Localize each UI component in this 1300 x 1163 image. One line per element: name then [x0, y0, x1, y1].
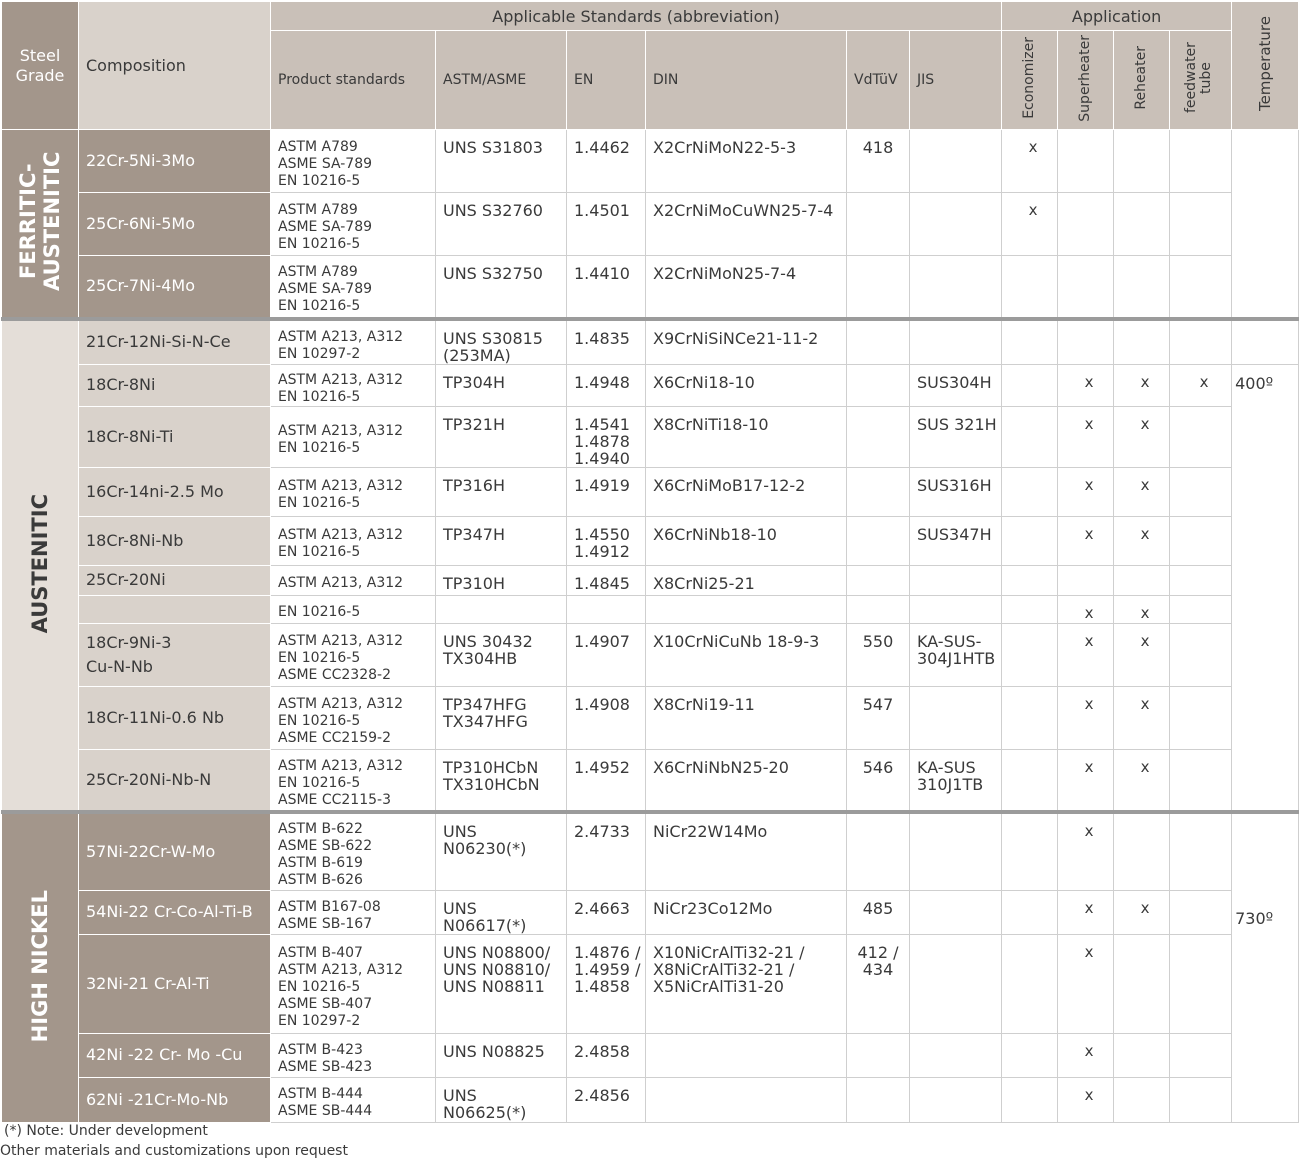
table-row [2, 1033, 1299, 1077]
composition-cell: 18Cr-8Ni [79, 364, 271, 406]
din-cell: X2CrNiMoCuWN25-7-4 [646, 193, 847, 256]
economizer-mark-cell [1002, 623, 1058, 686]
composition-cell: 22Cr-5Ni-3Mo [79, 130, 271, 193]
header-feedwater-tube: feedwater tube [1170, 31, 1232, 130]
table-row [2, 595, 1299, 623]
header-application: Application [1002, 2, 1232, 31]
superheater-mark-cell: x [1058, 364, 1114, 406]
table-row [2, 467, 1299, 516]
superheater-mark-cell: x [1058, 595, 1114, 623]
en-cell: 1.4410 [567, 256, 646, 319]
din-cell: X6CrNi18-10 [646, 364, 847, 406]
astm-asme-cell: TP321H [436, 406, 567, 467]
grade-ferritic-austenitic: FERRITIC- AUSTENITIC [2, 130, 79, 319]
product-standards-cell: ASTM A213, A312 EN 10216-5 ASME CC2115-3 [271, 749, 436, 812]
vdtuv-cell [847, 406, 910, 467]
superheater-mark-cell [1058, 565, 1114, 595]
jis-cell [910, 1077, 1002, 1122]
astm-asme-cell: TP316H [436, 467, 567, 516]
product-standards-cell: ASTM B167-08 ASME SB-167 [271, 890, 436, 934]
vdtuv-cell: 550 [847, 623, 910, 686]
astm-asme-cell: UNS N08800/ UNS N08810/ UNS N08811 [436, 934, 567, 1033]
en-cell: 1.4541 1.4878 1.4940 [567, 406, 646, 467]
vdtuv-cell: 485 [847, 890, 910, 934]
din-cell: NiCr23Co12Mo [646, 890, 847, 934]
superheater-mark-cell: x [1058, 749, 1114, 812]
reheater-mark-cell [1114, 565, 1170, 595]
vdtuv-cell [847, 467, 910, 516]
table-row [2, 749, 1299, 812]
vdtuv-cell [847, 256, 910, 319]
table-row [2, 812, 1299, 890]
astm-asme-cell: UNS N06617(*) [436, 890, 567, 934]
reheater-mark-cell: x [1114, 595, 1170, 623]
header-reheater: Reheater [1114, 31, 1170, 130]
product-standards-cell: ASTM A213, A312 EN 10216-5 [271, 406, 436, 467]
jis-cell [910, 812, 1002, 890]
vdtuv-cell [847, 1033, 910, 1077]
table-row [2, 256, 1299, 319]
jis-cell: KA-SUS- 304J1HTB [910, 623, 1002, 686]
economizer-mark-cell [1002, 467, 1058, 516]
reheater-mark-cell: x [1114, 686, 1170, 749]
product-standards-cell: ASTM A213, A312 EN 10216-5 ASME CC2159-2 [271, 686, 436, 749]
en-cell: 1.4550 1.4912 [567, 516, 646, 565]
composition-cell: 16Cr-14ni-2.5 Mo [79, 467, 271, 516]
grade-high-nickel: HIGH NICKEL [2, 812, 79, 1122]
superheater-mark-cell: x [1058, 1077, 1114, 1122]
astm-asme-cell: UNS N08825 [436, 1033, 567, 1077]
composition-cell: 25Cr-7Ni-4Mo [79, 256, 271, 319]
en-cell: 1.4948 [567, 364, 646, 406]
feedwater-mark-cell [1170, 934, 1232, 1033]
jis-cell [910, 1033, 1002, 1077]
en-cell: 1.4908 [567, 686, 646, 749]
en-cell: 1.4907 [567, 623, 646, 686]
composition-cell: 21Cr-12Ni-Si-N-Ce [79, 319, 271, 365]
reheater-mark-cell [1114, 1033, 1170, 1077]
vdtuv-cell [847, 565, 910, 595]
composition-cell: 42Ni -22 Cr- Mo -Cu [79, 1033, 271, 1077]
jis-cell [910, 193, 1002, 256]
economizer-mark-cell [1002, 890, 1058, 934]
astm-asme-cell: TP347HFG TX347HFG [436, 686, 567, 749]
jis-cell [910, 934, 1002, 1033]
header-product-standards: Product standards [271, 31, 436, 130]
vdtuv-cell [847, 364, 910, 406]
superheater-mark-cell: x [1058, 1033, 1114, 1077]
vdtuv-cell [847, 319, 910, 365]
feedwater-mark-cell [1170, 130, 1232, 193]
temperature-cell [1232, 130, 1299, 319]
temperature-high-nickel: 730º [1232, 812, 1299, 1122]
economizer-mark-cell [1002, 516, 1058, 565]
en-cell: 1.4876 / 1.4959 / 1.4858 [567, 934, 646, 1033]
reheater-mark-cell [1114, 193, 1170, 256]
en-cell: 2.4858 [567, 1033, 646, 1077]
astm-asme-cell: TP304H [436, 364, 567, 406]
reheater-mark-cell [1114, 130, 1170, 193]
jis-cell [910, 890, 1002, 934]
composition-cell: 25Cr-20Ni [79, 565, 271, 595]
jis-cell: SUS 321H [910, 406, 1002, 467]
jis-cell: SUS347H [910, 516, 1002, 565]
feedwater-mark-cell: x [1170, 364, 1232, 406]
astm-asme-cell: UNS N06230(*) [436, 812, 567, 890]
product-standards-cell: ASTM A213, A312 [271, 565, 436, 595]
feedwater-mark-cell [1170, 595, 1232, 623]
feedwater-mark-cell [1170, 890, 1232, 934]
superheater-mark-cell: x [1058, 467, 1114, 516]
reheater-mark-cell: x [1114, 623, 1170, 686]
product-standards-cell: ASTM B-444 ASME SB-444 [271, 1077, 436, 1122]
table-row [2, 1077, 1299, 1122]
en-cell: 1.4501 [567, 193, 646, 256]
superheater-mark-cell: x [1058, 516, 1114, 565]
economizer-mark-cell: x [1002, 193, 1058, 256]
economizer-mark-cell [1002, 1033, 1058, 1077]
composition-cell: 18Cr-8Ni-Nb [79, 516, 271, 565]
table-row [2, 319, 1299, 365]
jis-cell: SUS316H [910, 467, 1002, 516]
footer-note: (*) Note: Under development [4, 1123, 208, 1139]
vdtuv-cell: 547 [847, 686, 910, 749]
vdtuv-cell [847, 812, 910, 890]
superheater-mark-cell [1058, 193, 1114, 256]
vdtuv-cell: 546 [847, 749, 910, 812]
en-cell: 2.4733 [567, 812, 646, 890]
composition-cell: 18Cr-11Ni-0.6 Nb [79, 686, 271, 749]
economizer-mark-cell [1002, 364, 1058, 406]
composition-cell: 25Cr-20Ni-Nb-N [79, 749, 271, 812]
reheater-mark-cell [1114, 319, 1170, 365]
astm-asme-cell: UNS S31803 [436, 130, 567, 193]
astm-asme-cell: UNS 30432 TX304HB [436, 623, 567, 686]
economizer-mark-cell [1002, 319, 1058, 365]
table-row [2, 406, 1299, 467]
superheater-mark-cell: x [1058, 812, 1114, 890]
product-standards-cell: ASTM B-407 ASTM A213, A312 EN 10216-5 ASME SB-407 EN 10297-2 [271, 934, 436, 1033]
reheater-mark-cell: x [1114, 749, 1170, 812]
table-row [2, 193, 1299, 256]
vdtuv-cell [847, 516, 910, 565]
jis-cell [910, 595, 1002, 623]
vdtuv-cell [847, 1077, 910, 1122]
economizer-mark-cell [1002, 595, 1058, 623]
feedwater-mark-cell [1170, 1077, 1232, 1122]
din-cell: X9CrNiSiNCe21-11-2 [646, 319, 847, 365]
product-standards-cell: ASTM A789 ASME SA-789 EN 10216-5 [271, 193, 436, 256]
jis-cell [910, 130, 1002, 193]
jis-cell [910, 686, 1002, 749]
reheater-mark-cell: x [1114, 364, 1170, 406]
en-cell: 1.4845 [567, 565, 646, 595]
feedwater-mark-cell [1170, 812, 1232, 890]
vdtuv-cell [847, 193, 910, 256]
economizer-mark-cell [1002, 812, 1058, 890]
product-standards-cell: ASTM A213, A312 EN 10216-5 ASME CC2328-2 [271, 623, 436, 686]
composition-cell: 32Ni-21 Cr-Al-Ti [79, 934, 271, 1033]
temperature-cell [1232, 319, 1299, 365]
temperature-austenitic: 400º [1232, 364, 1299, 812]
feedwater-mark-cell [1170, 565, 1232, 595]
superheater-mark-cell [1058, 130, 1114, 193]
table-row [2, 623, 1299, 686]
din-cell: X10NiCrAlTi32-21 / X8NiCrAlTi32-21 / X5NiCrAlTi31-20 [646, 934, 847, 1033]
feedwater-mark-cell [1170, 516, 1232, 565]
superheater-mark-cell [1058, 319, 1114, 365]
astm-asme-cell: UNS N06625(*) [436, 1077, 567, 1122]
superheater-mark-cell: x [1058, 406, 1114, 467]
en-cell: 1.4919 [567, 467, 646, 516]
superheater-mark-cell: x [1058, 623, 1114, 686]
composition-cell: 18Cr-8Ni-Ti [79, 406, 271, 467]
header-vdtuv: VdTüV [847, 31, 910, 130]
table-row [2, 130, 1299, 193]
header-astm-asme: ASTM/ASME [436, 31, 567, 130]
jis-cell [910, 319, 1002, 365]
jis-cell: SUS304H [910, 364, 1002, 406]
astm-asme-cell: UNS S30815 (253MA) [436, 319, 567, 365]
reheater-mark-cell [1114, 812, 1170, 890]
astm-asme-cell: UNS S32760 [436, 193, 567, 256]
economizer-mark-cell [1002, 749, 1058, 812]
vdtuv-cell: 418 [847, 130, 910, 193]
economizer-mark-cell [1002, 1077, 1058, 1122]
composition-cell: 54Ni-22 Cr-Co-Al-Ti-B [79, 890, 271, 934]
din-cell: X6CrNiNbN25-20 [646, 749, 847, 812]
economizer-mark-cell [1002, 406, 1058, 467]
table-row [2, 516, 1299, 565]
table-row [2, 686, 1299, 749]
superheater-mark-cell: x [1058, 934, 1114, 1033]
economizer-mark-cell: x [1002, 130, 1058, 193]
superheater-mark-cell [1058, 256, 1114, 319]
astm-asme-cell: TP310HCbN TX310HCbN [436, 749, 567, 812]
header-applicable-standards: Applicable Standards (abbreviation) [271, 2, 1002, 31]
table-row [2, 890, 1299, 934]
en-cell: 2.4663 [567, 890, 646, 934]
reheater-mark-cell [1114, 1077, 1170, 1122]
product-standards-cell: EN 10216-5 [271, 595, 436, 623]
en-cell: 1.4462 [567, 130, 646, 193]
header-en: EN [567, 31, 646, 130]
reheater-mark-cell: x [1114, 516, 1170, 565]
header-steel-grade: Steel Grade [2, 2, 79, 130]
superheater-mark-cell: x [1058, 890, 1114, 934]
economizer-mark-cell [1002, 256, 1058, 319]
feedwater-mark-cell [1170, 467, 1232, 516]
reheater-mark-cell [1114, 934, 1170, 1033]
jis-cell [910, 565, 1002, 595]
footer-other: Other materials and customizations upon request [0, 1143, 348, 1159]
feedwater-mark-cell [1170, 193, 1232, 256]
din-cell [646, 1077, 847, 1122]
en-cell: 2.4856 [567, 1077, 646, 1122]
composition-cell: 25Cr-6Ni-5Mo [79, 193, 271, 256]
astm-asme-cell: UNS S32750 [436, 256, 567, 319]
economizer-mark-cell [1002, 934, 1058, 1033]
product-standards-cell: ASTM A213, A312 EN 10216-5 [271, 364, 436, 406]
en-cell: 1.4835 [567, 319, 646, 365]
composition-cell: 62Ni -21Cr-Mo-Nb [79, 1077, 271, 1122]
din-cell: X10CrNiCuNb 18-9-3 [646, 623, 847, 686]
header-composition: Composition [79, 2, 271, 130]
product-standards-cell: ASTM A213, A312 EN 10297-2 [271, 319, 436, 365]
product-standards-cell: ASTM A213, A312 EN 10216-5 [271, 516, 436, 565]
astm-asme-cell: TP310H [436, 565, 567, 595]
superheater-mark-cell: x [1058, 686, 1114, 749]
product-standards-cell: ASTM A789 ASME SA-789 EN 10216-5 [271, 130, 436, 193]
reheater-mark-cell: x [1114, 890, 1170, 934]
composition-cell: 18Cr-9Ni-3 Cu-N-Nb [79, 623, 271, 686]
table-body [2, 130, 1299, 1123]
din-cell: X8CrNiTi18-10 [646, 406, 847, 467]
header-temperature: Temperature [1232, 2, 1299, 130]
product-standards-cell: ASTM B-622 ASME SB-622 ASTM B-619 ASTM B-626 [271, 812, 436, 890]
economizer-mark-cell [1002, 565, 1058, 595]
vdtuv-cell: 412 / 434 [847, 934, 910, 1033]
reheater-mark-cell: x [1114, 406, 1170, 467]
table-row [2, 565, 1299, 595]
reheater-mark-cell [1114, 256, 1170, 319]
jis-cell [910, 256, 1002, 319]
din-cell [646, 1033, 847, 1077]
din-cell: NiCr22W14Mo [646, 812, 847, 890]
en-cell [567, 595, 646, 623]
feedwater-mark-cell [1170, 749, 1232, 812]
feedwater-mark-cell [1170, 1033, 1232, 1077]
steel-grades-table [1, 1, 1299, 1123]
composition-cell [79, 595, 271, 623]
din-cell: X2CrNiMoN25-7-4 [646, 256, 847, 319]
header-din: DIN [646, 31, 847, 130]
jis-cell: KA-SUS 310J1TB [910, 749, 1002, 812]
grade-austenitic: AUSTENITIC [2, 319, 79, 813]
product-standards-cell: ASTM A789 ASME SA-789 EN 10216-5 [271, 256, 436, 319]
din-cell: X8CrNi25-21 [646, 565, 847, 595]
feedwater-mark-cell [1170, 406, 1232, 467]
composition-cell: 57Ni-22Cr-W-Mo [79, 812, 271, 890]
din-cell: X6CrNiMoB17-12-2 [646, 467, 847, 516]
header-economizer: Economizer [1002, 31, 1058, 130]
table-row [2, 934, 1299, 1033]
reheater-mark-cell: x [1114, 467, 1170, 516]
astm-asme-cell: TP347H [436, 516, 567, 565]
product-standards-cell: ASTM B-423 ASME SB-423 [271, 1033, 436, 1077]
product-standards-cell: ASTM A213, A312 EN 10216-5 [271, 467, 436, 516]
feedwater-mark-cell [1170, 256, 1232, 319]
din-cell: X8CrNi19-11 [646, 686, 847, 749]
table-row [2, 364, 1299, 406]
header-superheater: Superheater [1058, 31, 1114, 130]
vdtuv-cell [847, 595, 910, 623]
din-cell [646, 595, 847, 623]
feedwater-mark-cell [1170, 686, 1232, 749]
en-cell: 1.4952 [567, 749, 646, 812]
feedwater-mark-cell [1170, 623, 1232, 686]
astm-asme-cell [436, 595, 567, 623]
din-cell: X2CrNiMoN22-5-3 [646, 130, 847, 193]
header-jis: JIS [910, 31, 1002, 130]
din-cell: X6CrNiNb18-10 [646, 516, 847, 565]
feedwater-mark-cell [1170, 319, 1232, 365]
economizer-mark-cell [1002, 686, 1058, 749]
